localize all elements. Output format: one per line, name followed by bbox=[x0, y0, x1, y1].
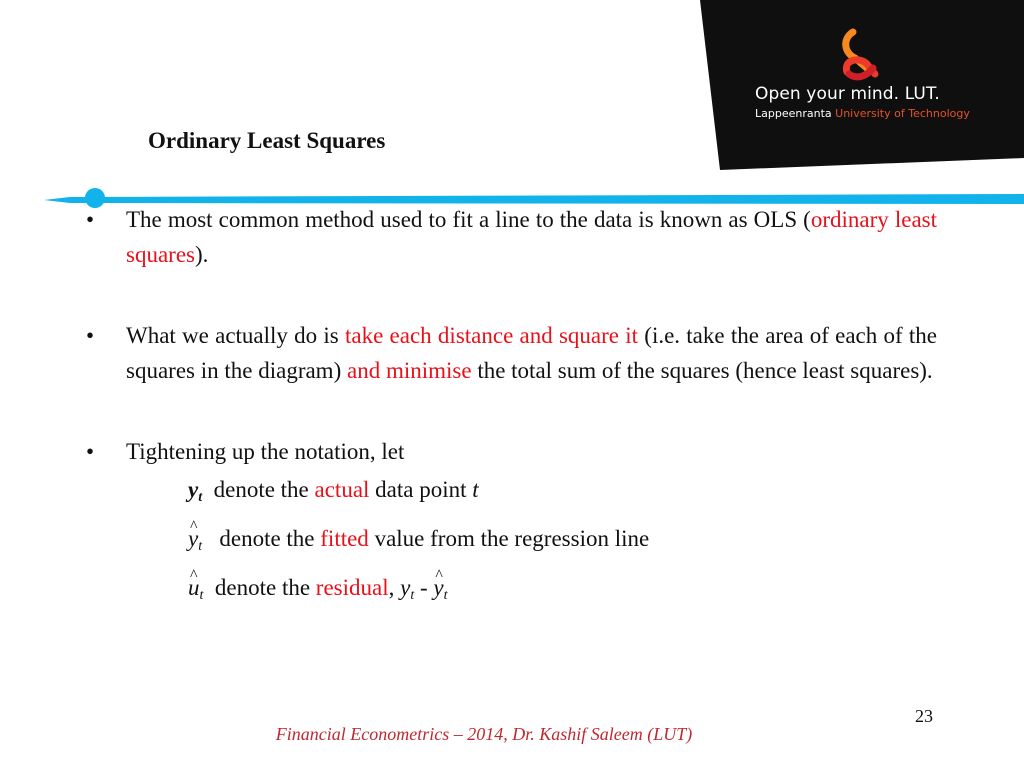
bullet-ols: • The most common method used to fit a line to the data is known as OLS (ordinary least squares). bbox=[86, 207, 937, 267]
page-number: 23 bbox=[915, 706, 933, 726]
logo-tagline: Open your mind. LUT. bbox=[755, 84, 940, 104]
bullet-notation: • Tightening up the notation, let bbox=[86, 439, 405, 464]
slide-content bbox=[80, 202, 937, 616]
notation-fitted: ^ $y_t$ denote the fitted value from the regression line bbox=[80, 518, 937, 567]
notation-residual: ^ $u_t$ denote the residual, $y_t$ - ^ $y_t$ bbox=[80, 567, 937, 616]
bullet-method: • What we actually do is take each distance and square it (i.e. take the area of each of the squares in the diagram) and minimise the total sum of the squares (hence least squares). bbox=[86, 323, 938, 383]
slide-title: Ordinary Least Squares bbox=[148, 128, 386, 153]
notation-actual: $y_t$ denote the actual data point t bbox=[188, 477, 479, 505]
footer-credit: Financial Econometrics – 2014, Dr. Kashif Saleem (LUT) bbox=[275, 724, 693, 744]
logo-university: Lappeenranta University of Technology bbox=[755, 107, 970, 120]
